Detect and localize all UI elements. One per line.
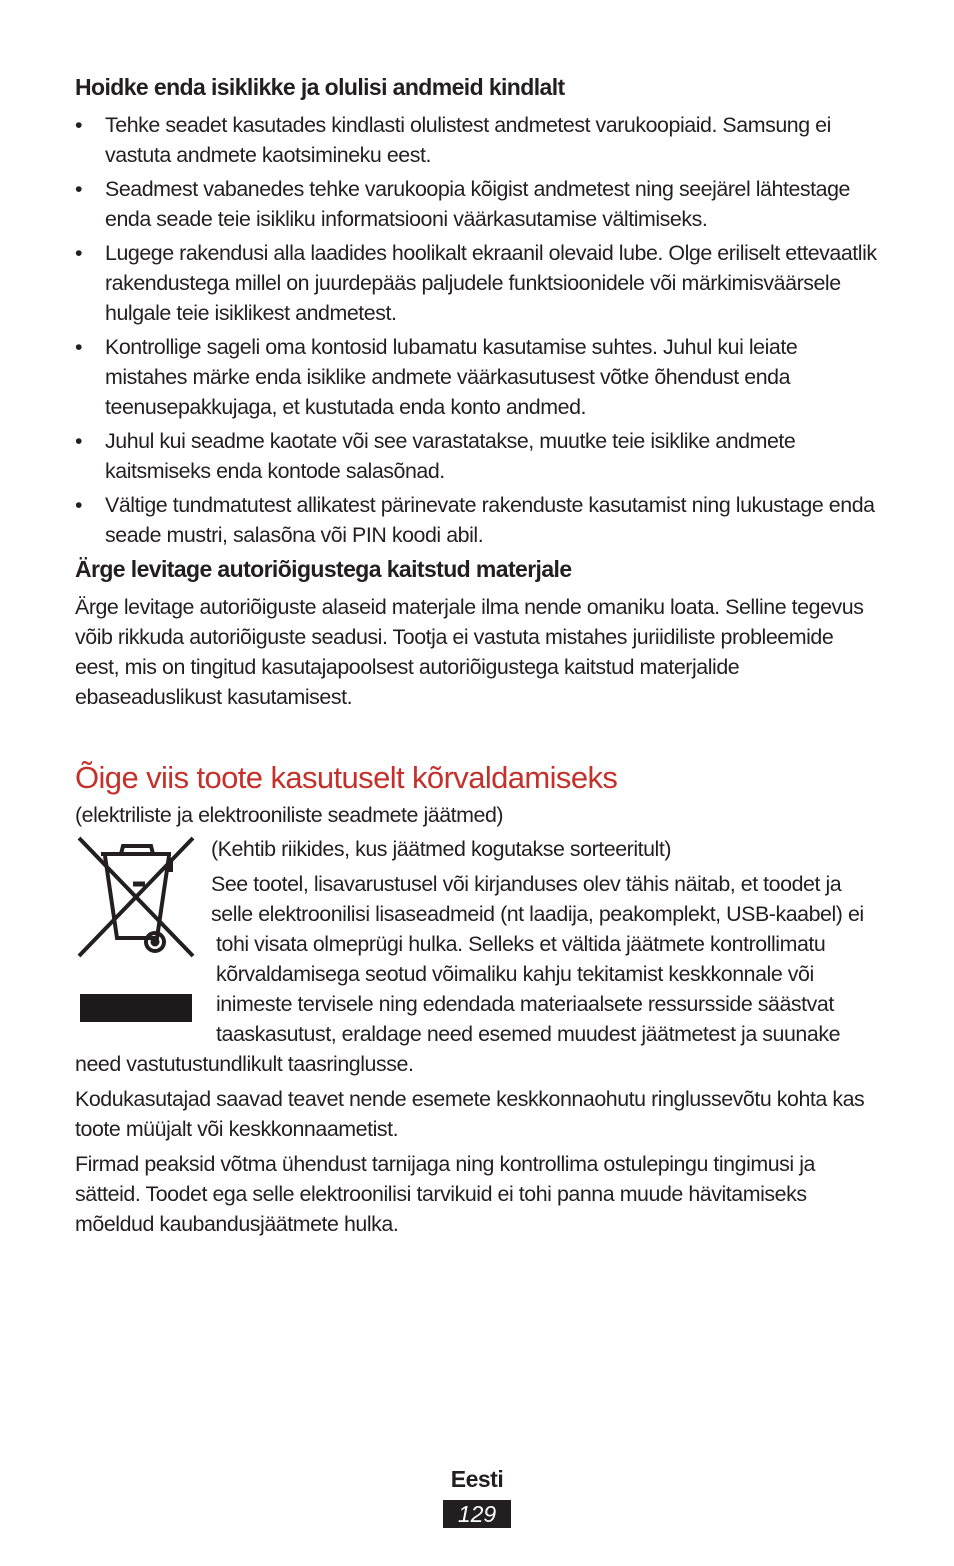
disposal-title: Õige viis toote kasutuselt kõrvaldamiseks xyxy=(75,760,618,795)
page-footer xyxy=(0,1462,954,1528)
household-paragraph: Kodukasutajad saavad teavet nende esemete keskkonnaohutu ringlussevõtu kohta kas toote müüjalt või keskkonnaametist. xyxy=(75,1087,865,1141)
list-item: • Lugege rakendusi alla laadides hoolikalt ekraanil olevaid lube. Olge eriliselt ettevaatlik rakendustega millel on juurdepääs paljudele funktsioonidele või märkimisväärsele hulgale teie isiklikest andmetest. xyxy=(75,238,881,328)
weee-main-text: See tootel, lisavarustusel või kirjanduses olev tähis näitab, et toodet ja selle elektroonilisi lisaseadmeid (nt laadija, peakomplekt, USB-kaabel) ei tohi visata olmeprügi hulka. Selleks et vältida jäätmete kontrollimatu kõrvaldamisega seotud võimaliku kahju tekitamist keskkonnale või inimeste tervisele ning edendada materiaalsete ressursside säästvat taaskasutust, eraldage need esemed muudest jäätmetest ja suunake need vastutustundlikult taasringlusse. xyxy=(75,872,864,1076)
weee-applies-text: (Kehtib riikides, kus jäätmed kogutakse sorteeritult) xyxy=(211,837,672,861)
disposal-subtitle: (elektriliste ja elektrooniliste seadmete jäätmed) xyxy=(75,803,504,827)
section-heading-personal-data: Hoidke enda isiklikke ja olulisi andmeid kindlalt xyxy=(75,74,565,100)
page-content xyxy=(75,72,881,1239)
weee-block xyxy=(75,834,881,1079)
personal-data-list xyxy=(75,110,881,550)
business-paragraph: Firmad peaksid võtma ühendust tarnijaga ning kontrollima ostulepingu tingimusi ja sätteid. Toodet ega selle elektroonilisi tarvikuid ei tohi panna muude hävitamiseks mõeldud kaubandusjäätmete hulka. xyxy=(75,1152,815,1236)
list-item: • Kontrollige sageli oma kontosid lubamatu kasutamise suhtes. Juhul kui leiate mistahes märke enda isiklike andmete väärkasutusest võtke õhendust enda teenusepakkujaga, et kustutada enda konto andmed. xyxy=(75,332,881,422)
page-number: 129 xyxy=(443,1500,511,1528)
list-item: • Juhul kui seadme kaotate või see varastatakse, muutke teie isiklike andmete kaitsmiseks enda kontode salasõnad. xyxy=(75,426,881,486)
section-heading-copyright: Ärge levitage autoriõigustega kaitstud materjale xyxy=(75,556,572,582)
weee-icon xyxy=(75,834,197,954)
footer-language: Eesti xyxy=(450,1466,504,1492)
list-item: • Vältige tundmatutest allikatest pärinevate rakenduste kasutamist ning lukustage enda seade mustri, salasõna või PIN koodi abil. xyxy=(75,490,881,550)
copyright-paragraph: Ärge levitage autoriõiguste alaseid materjale ilma nende omaniku loata. Selline tegevus võib rikkuda autoriõiguste seadusi. Tootja ei vastuta mistahes juriidiliste probleemide eest, mis on tingitud kasutajapoolsest autoriõigustega kaitstud materjalide ebaseaduslikust kasutamisest. xyxy=(75,595,864,709)
list-item: • Seadmest vabanedes tehke varukoopia kõigist andmetest ning seejärel lähtestage enda seade teie isikliku informatsiooni väärkasutamise vältimiseks. xyxy=(75,174,881,234)
list-item: • Tehke seadet kasutades kindlasti olulistest andmetest varukoopiaid. Samsung ei vastuta andmete kaotsimineku eest. xyxy=(75,110,881,170)
weee-bar-icon xyxy=(80,994,192,1022)
